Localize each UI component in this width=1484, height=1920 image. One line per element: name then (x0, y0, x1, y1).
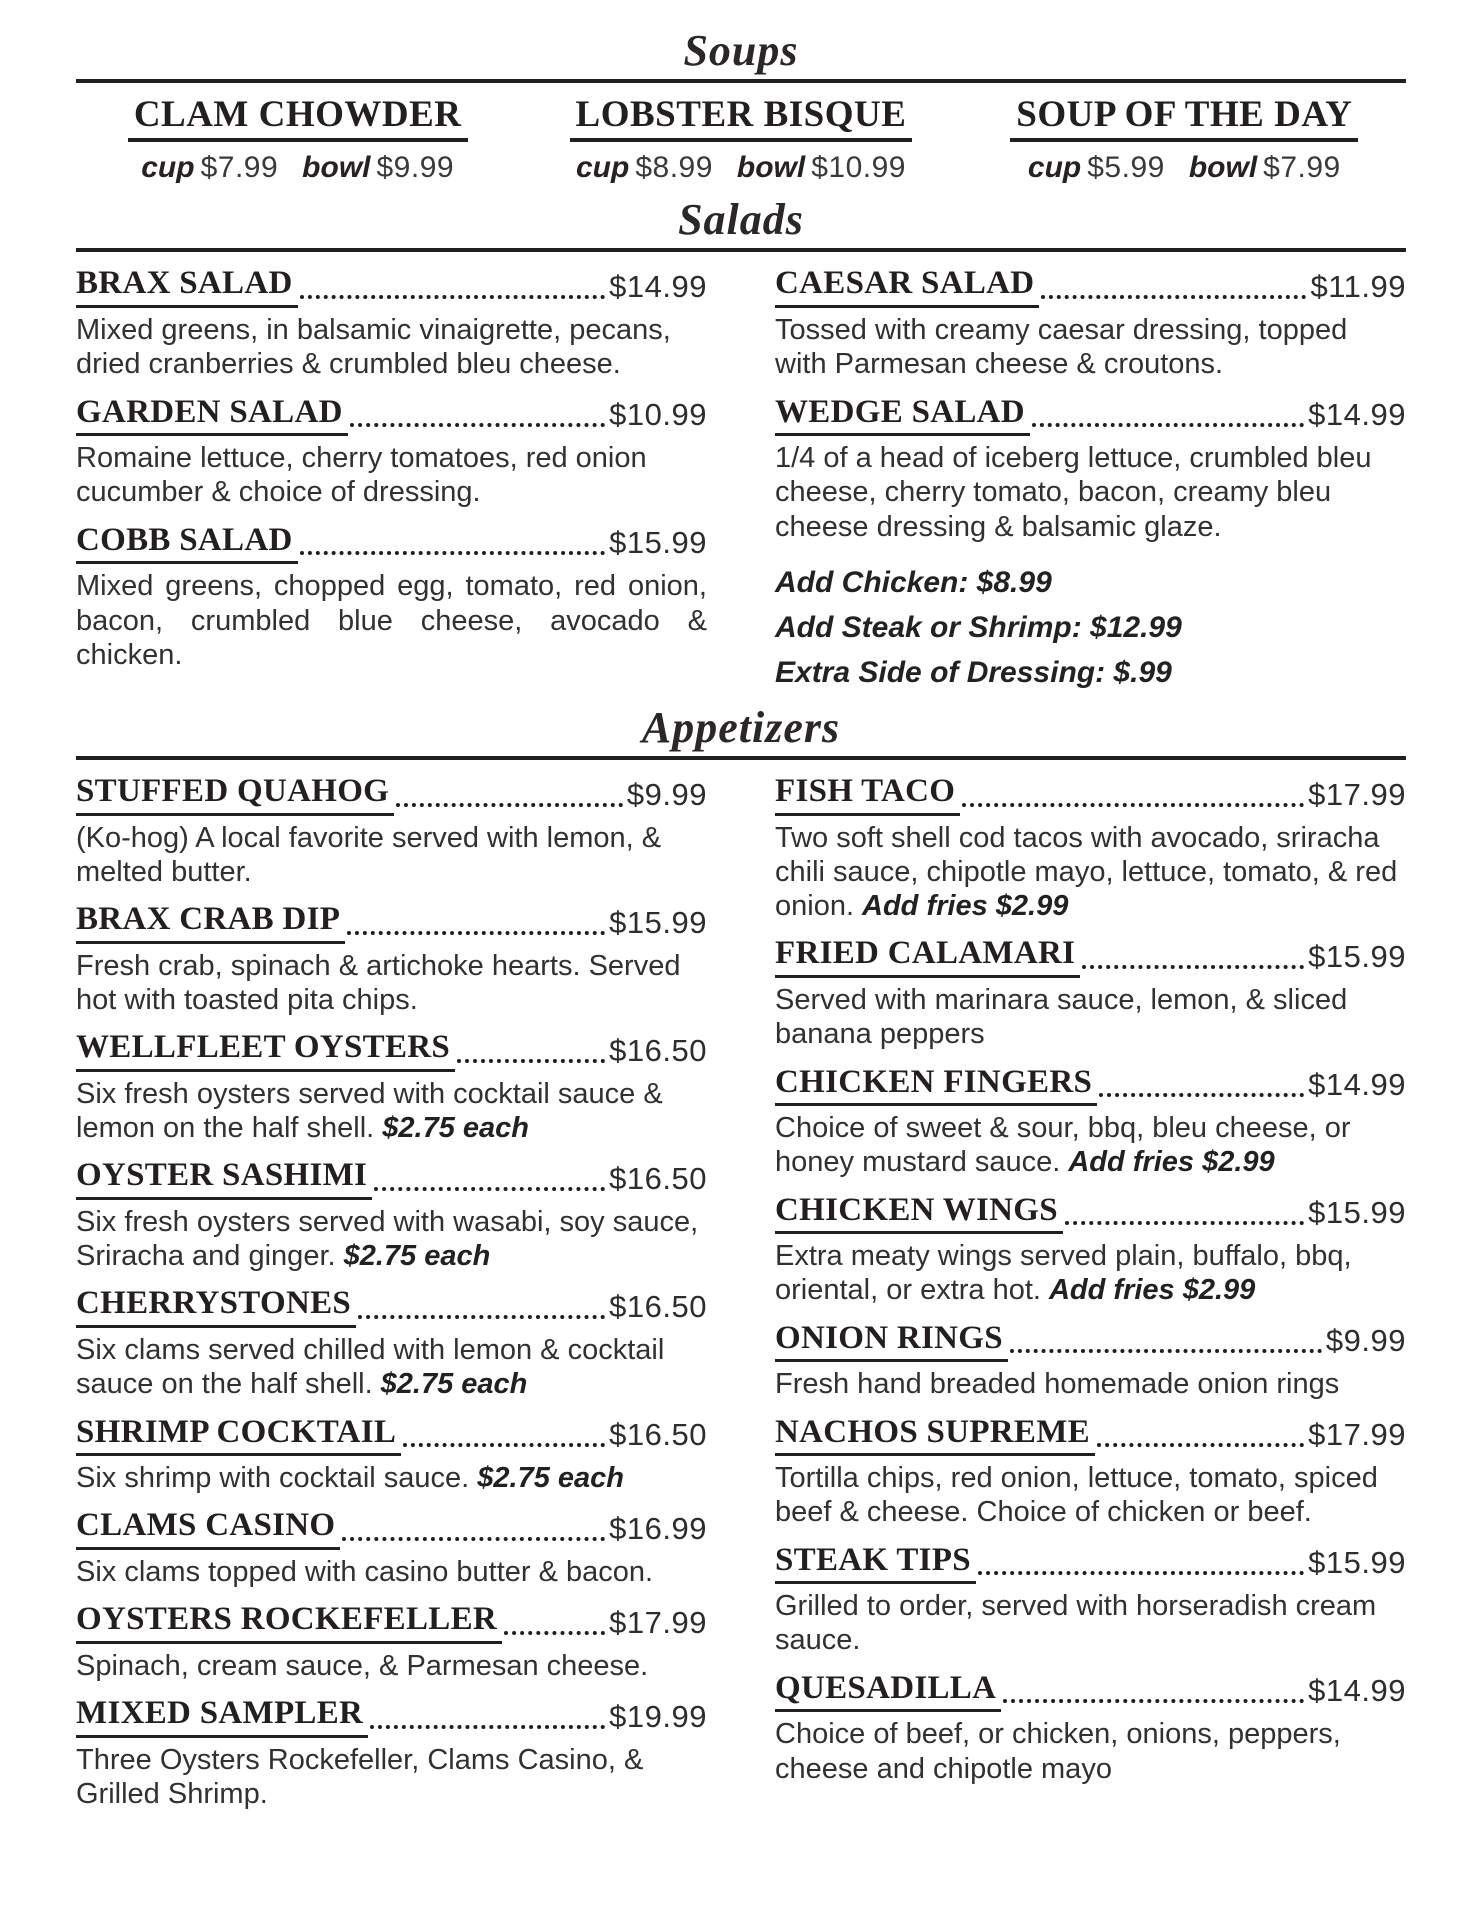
item-note: $2.75 each (343, 1240, 491, 1273)
dotted-leader (1010, 1349, 1322, 1353)
appetizers-left-column (76, 774, 707, 1824)
dotted-leader (457, 1059, 605, 1063)
item-price: $16.50 (609, 1289, 707, 1325)
item-price: $15.99 (1308, 939, 1406, 975)
menu-item-brax-salad (76, 266, 707, 381)
item-price: $14.99 (1308, 1673, 1406, 1709)
item-name: CAESAR SALAD (775, 266, 1039, 308)
menu-item-lobster-bisque (519, 95, 962, 185)
item-name: CLAM CHOWDER (128, 95, 468, 142)
item-head (775, 774, 1406, 816)
item-head (76, 266, 707, 308)
item-head (76, 395, 707, 437)
item-desc-text: Six shrimp with cocktail sauce. (76, 1462, 470, 1495)
item-description: Tossed with creamy caesar dressing, topped with Parmesan cheese & croutons. (775, 314, 1348, 381)
item-prices (963, 151, 1406, 185)
item-desc-text: Fresh crab, spinach & artichoke hearts. Served hot with toasted pita chips. (76, 949, 681, 1017)
item-desc-text: (Ko-hog) A local favorite served with lemon, & melted butter. (76, 821, 662, 888)
addon-extra-dressing: Extra Side of Dressing: $.99 (775, 655, 1172, 689)
item-name: QUESADILLA (775, 1671, 1001, 1713)
item-desc-text: Served with marinara sauce, lemon, & sliced banana peppers (775, 984, 1348, 1051)
dotted-leader (403, 1443, 605, 1447)
dotted-leader (396, 803, 623, 807)
item-note: Add fries $2.99 (862, 890, 1069, 923)
item-name: FRIED CALAMARI (775, 936, 1080, 978)
item-description (76, 1205, 707, 1273)
item-description: 1/4 of a head of iceberg lettuce, crumbled bleu cheese, cherry tomato, bacon, creamy bleu cheese dressing & balsamic glaze. (775, 442, 1372, 543)
menu-item-mixed-sampler (76, 1696, 707, 1811)
item-head (76, 1602, 707, 1644)
menu-item-chicken-fingers (775, 1065, 1406, 1180)
salads-columns (76, 266, 1406, 694)
item-price: $11.99 (1310, 269, 1406, 305)
salads-section (76, 195, 1406, 695)
menu-item-wellfleet-oysters (76, 1030, 707, 1145)
item-price: $17.99 (1308, 776, 1406, 812)
item-description: Romaine lettuce, cherry tomatoes, red onion cucumber & choice of dressing. (76, 442, 647, 509)
item-name: CHICKEN FINGERS (775, 1065, 1097, 1107)
item-description (775, 1461, 1406, 1529)
item-price: $10.99 (609, 397, 707, 433)
dotted-leader (350, 423, 605, 427)
dotted-leader (358, 1315, 605, 1319)
item-price: $17.99 (609, 1604, 707, 1640)
item-desc-text: Six fresh oysters served with cocktail sauce & lemon on the half shell. (76, 1077, 663, 1145)
item-description (775, 1111, 1406, 1179)
item-name: ONION RINGS (775, 1321, 1008, 1363)
bowl-label: bowl (1188, 151, 1258, 185)
dotted-leader (1041, 295, 1306, 299)
dotted-leader (370, 1725, 605, 1729)
item-description: Mixed greens, chopped egg, tomato, red onion, bacon, crumbled blue cheese, avocado & chicken. (76, 570, 707, 671)
item-desc-text: Grilled to order, served with horseradish cream sauce. (775, 1590, 1377, 1657)
item-name: CHERRYSTONES (76, 1286, 356, 1328)
menu-item-brax-crab-dip (76, 902, 707, 1017)
item-price: $14.99 (1308, 397, 1406, 433)
soups-header (76, 26, 1406, 83)
item-head (76, 523, 707, 565)
menu-item-steak-tips (775, 1543, 1406, 1658)
item-name: STUFFED QUAHOG (76, 774, 394, 816)
item-head (775, 1671, 1406, 1713)
addon-chicken: Add Chicken: $8.99 (775, 565, 1052, 599)
item-price: $14.99 (1308, 1067, 1406, 1103)
item-head (775, 266, 1406, 308)
item-name: FISH TACO (775, 774, 960, 816)
item-price: $19.99 (609, 1698, 707, 1734)
cup-label: cup (575, 151, 630, 185)
menu-item-onion-rings (775, 1321, 1406, 1402)
menu-item-stuffed-quahog (76, 774, 707, 889)
section-title-salads: Salads (678, 195, 804, 245)
item-description: Mixed greens, in balsamic vinaigrette, pecans, dried cranberries & crumbled bleu cheese. (76, 314, 671, 381)
bowl-label: bowl (736, 151, 806, 185)
soups-row (76, 95, 1406, 185)
item-name: STEAK TIPS (775, 1543, 976, 1585)
item-name: CLAMS CASINO (76, 1508, 340, 1550)
item-desc-text: Six fresh oysters served with wasabi, soy sauce, Sriracha and ginger. (76, 1206, 699, 1273)
dotted-leader (347, 931, 605, 935)
item-head (775, 1065, 1406, 1107)
item-name: OYSTERS ROCKEFELLER (76, 1602, 502, 1644)
dotted-leader (342, 1537, 605, 1541)
menu-item-fried-calamari (775, 936, 1406, 1051)
menu-item-oyster-sashimi (76, 1158, 707, 1273)
item-description (775, 1367, 1406, 1401)
cup-price: $8.99 (635, 151, 713, 185)
item-name: NACHOS SUPREME (775, 1415, 1095, 1457)
item-head (775, 1193, 1406, 1235)
menu-item-clam-chowder (76, 95, 519, 185)
cup-price: $5.99 (1087, 151, 1165, 185)
item-price: $9.99 (626, 776, 707, 812)
cup-label: cup (141, 151, 195, 185)
item-name: GARDEN SALAD (76, 395, 348, 437)
item-prices (76, 151, 519, 185)
menu-item-soup-of-the-day (963, 95, 1406, 185)
item-price: $17.99 (1308, 1417, 1406, 1453)
dotted-leader (300, 295, 606, 299)
menu-item-wedge-salad (775, 395, 1406, 544)
appetizers-right-column (775, 774, 1406, 1799)
item-description (76, 1555, 707, 1589)
item-head (76, 774, 707, 816)
bowl-price: $9.99 (376, 151, 455, 185)
item-price: $15.99 (1308, 1545, 1406, 1581)
item-desc-text: Choice of sweet & sour, bbq, bleu cheese, or honey mustard sauce. (775, 1112, 1351, 1179)
item-description (775, 1589, 1406, 1657)
menu-item-shrimp-cocktail (76, 1415, 707, 1496)
addon-steak-shrimp: Add Steak or Shrimp: $12.99 (775, 610, 1182, 644)
item-description (76, 1333, 707, 1401)
item-head (775, 1321, 1406, 1363)
section-rule (76, 756, 1406, 760)
salads-right-column (775, 266, 1406, 694)
item-desc-text: Six clams served chilled with lemon & cocktail sauce on the half shell. (76, 1334, 665, 1401)
soups-section (76, 26, 1406, 185)
item-head (76, 1286, 707, 1328)
item-name: BRAX CRAB DIP (76, 902, 345, 944)
item-desc-text: Spinach, cream sauce, & Parmesan cheese. (76, 1649, 649, 1682)
item-note: Add fries $2.99 (1048, 1274, 1256, 1307)
cup-label: cup (1027, 151, 1082, 185)
item-description (775, 1717, 1406, 1785)
item-note: $2.75 each (382, 1112, 529, 1145)
menu-item-garden-salad (76, 395, 707, 510)
cup-price: $7.99 (200, 151, 279, 185)
dotted-leader (1032, 423, 1304, 427)
item-desc-text: Tortilla chips, red onion, lettuce, tomato, spiced beef & cheese. Choice of chicken or beef. (775, 1462, 1378, 1529)
item-name: OYSTER SASHIMI (76, 1158, 372, 1200)
menu-item-quesadilla (775, 1671, 1406, 1786)
bowl-price: $7.99 (1263, 151, 1341, 185)
item-price: $15.99 (1308, 1195, 1406, 1231)
dotted-leader (1003, 1699, 1304, 1703)
item-description (76, 949, 707, 1017)
menu-item-nachos-supreme (775, 1415, 1406, 1530)
item-prices (519, 151, 962, 185)
item-head (76, 1696, 707, 1738)
item-description (76, 1461, 707, 1495)
menu-item-fish-taco (775, 774, 1406, 923)
item-head (775, 1543, 1406, 1585)
item-name: COBB SALAD (76, 523, 298, 565)
item-name: LOBSTER BISQUE (570, 95, 913, 142)
item-desc-text: Three Oysters Rockefeller, Clams Casino, & Grilled Shrimp. (76, 1743, 644, 1810)
item-price: $15.99 (609, 904, 707, 940)
section-rule (76, 248, 1406, 252)
item-description (76, 1077, 707, 1145)
item-description (775, 983, 1406, 1051)
item-description (76, 1743, 707, 1811)
dotted-leader (1082, 965, 1304, 969)
item-name: WELLFLEET OYSTERS (76, 1030, 455, 1072)
salad-addons (775, 560, 1406, 695)
menu-item-chicken-wings (775, 1193, 1406, 1308)
item-note: $2.75 each (477, 1462, 624, 1495)
item-description (76, 1649, 707, 1683)
item-desc-text: Six clams topped with casino butter & bacon. (76, 1556, 654, 1589)
item-name: SOUP OF THE DAY (1010, 95, 1358, 142)
menu-item-clams-casino (76, 1508, 707, 1589)
item-description (76, 821, 707, 889)
item-description (775, 821, 1406, 924)
item-price: $16.99 (609, 1511, 707, 1547)
item-desc-text: Extra meaty wings served plain, buffalo, bbq, oriental, or extra hot. (775, 1240, 1352, 1307)
menu-item-oysters-rockefeller (76, 1602, 707, 1683)
section-title-soups: Soups (683, 26, 799, 75)
salads-left-column (76, 266, 707, 684)
dotted-leader (1097, 1443, 1304, 1447)
item-note: Add fries $2.99 (1068, 1146, 1275, 1179)
item-desc-text: Fresh hand breaded homemade onion rings (775, 1368, 1340, 1401)
dotted-leader (978, 1571, 1304, 1575)
item-desc-text: Two soft shell cod tacos with avocado, sriracha chili sauce, chipotle mayo, lettuce, tomato, & red onion. (775, 821, 1398, 923)
menu-item-caesar-salad (775, 266, 1406, 381)
dotted-leader (374, 1187, 605, 1191)
item-head (775, 1415, 1406, 1457)
item-name: SHRIMP COCKTAIL (76, 1415, 401, 1457)
item-head (76, 902, 707, 944)
dotted-leader (1065, 1221, 1304, 1225)
item-note: $2.75 each (380, 1368, 528, 1401)
item-name: BRAX SALAD (76, 266, 298, 308)
item-name: MIXED SAMPLER (76, 1696, 368, 1738)
item-head (775, 936, 1406, 978)
section-rule (76, 79, 1406, 83)
appetizers-section (76, 703, 1406, 1824)
item-head (76, 1030, 707, 1072)
appetizers-columns (76, 774, 1406, 1824)
item-price: $9.99 (1325, 1323, 1406, 1359)
item-price: $14.99 (609, 269, 707, 305)
item-price: $16.50 (609, 1161, 707, 1196)
item-name: CHICKEN WINGS (775, 1193, 1063, 1235)
dotted-leader (962, 803, 1304, 807)
item-head (76, 1415, 707, 1457)
appetizers-header (76, 703, 1406, 760)
section-title-appetizers: Appetizers (641, 702, 841, 752)
item-head (775, 395, 1406, 437)
bowl-price: $10.99 (811, 151, 906, 185)
item-description (775, 1239, 1406, 1307)
item-head (76, 1158, 707, 1200)
item-price: $16.50 (609, 1417, 707, 1453)
item-head (76, 1508, 707, 1550)
item-price: $15.99 (609, 525, 707, 561)
item-name: WEDGE SALAD (775, 395, 1030, 437)
dotted-leader (504, 1631, 605, 1635)
item-price: $16.50 (609, 1032, 707, 1068)
menu-item-cherrystones (76, 1286, 707, 1401)
item-desc-text: Choice of beef, or chicken, onions, peppers, cheese and chipotle mayo (775, 1718, 1341, 1785)
salads-header (76, 195, 1406, 252)
bowl-label: bowl (302, 151, 371, 185)
dotted-leader (1099, 1093, 1304, 1097)
menu-item-cobb-salad (76, 523, 707, 672)
dotted-leader (300, 551, 606, 555)
